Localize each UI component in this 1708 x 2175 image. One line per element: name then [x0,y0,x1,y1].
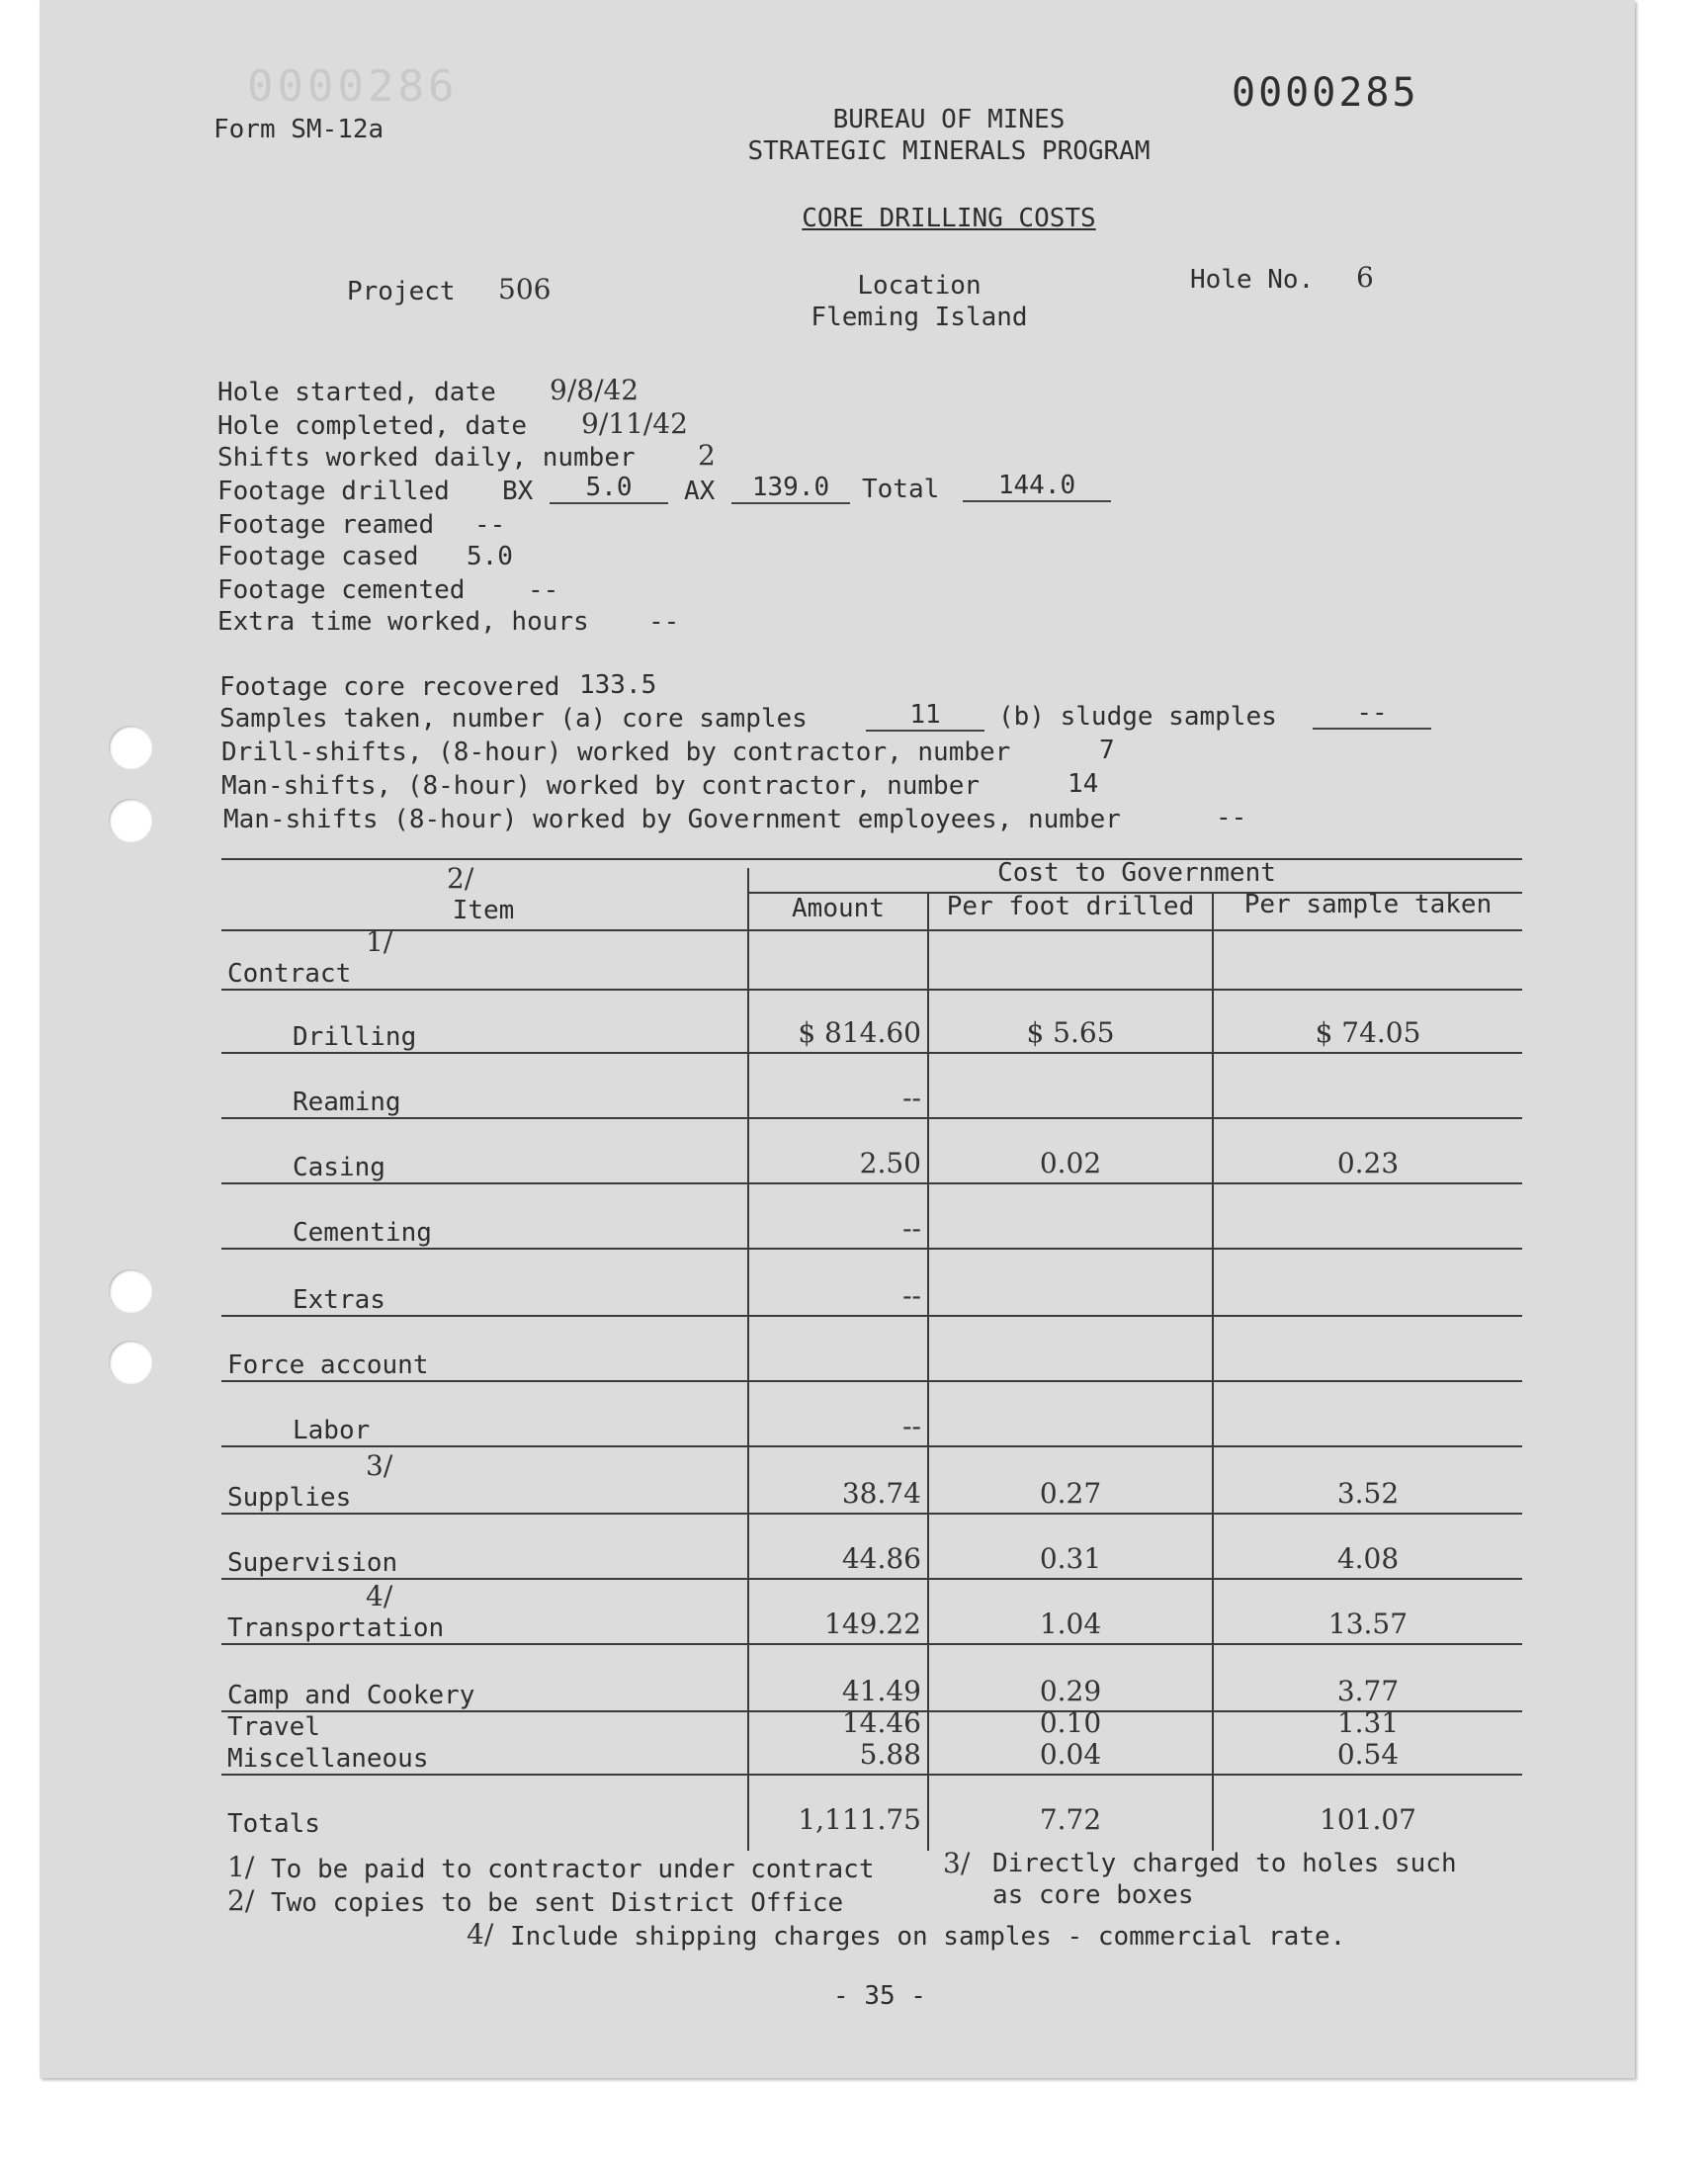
extra-time-value: -- [648,607,680,637]
row-label: Supervision [227,1548,398,1578]
row-label: Casing [293,1153,385,1182]
row-label: Supplies [227,1483,352,1513]
gov-shifts-value: -- [1216,803,1247,832]
cell-per-foot: 0.27 [1039,1477,1102,1510]
completed-label: Hole completed, date [217,411,528,441]
cased-value: 5.0 [467,542,513,571]
row-rule [221,1315,1522,1317]
cell-per-sample: 13.57 [1327,1608,1409,1640]
row-label: Reaming [293,1088,401,1117]
per-foot-header: Per foot drilled [946,892,1195,921]
core-samples-value: 11 [909,700,941,730]
row-rule [221,1117,1522,1119]
shifts-value: 2 [698,439,716,472]
total-value: 144.0 [997,471,1076,500]
row-label: Travel [227,1712,320,1742]
total-underline [963,500,1111,502]
cemented-value: -- [528,575,559,605]
row-label: Camp and Cookery [227,1681,475,1710]
footnote-3-mark: 3/ [943,1847,971,1879]
project-label: Project [347,277,456,306]
page-title: CORE DRILLING COSTS [802,204,1096,233]
form-number: Form SM-12a [214,115,384,144]
footnote-4-mark: 4/ [467,1918,494,1951]
cell-per-sample: 3.77 [1336,1675,1400,1707]
cell-per-sample: 1.31 [1336,1706,1400,1739]
cell-per-sample: 101.07 [1320,1803,1416,1836]
row-label: Miscellaneous [227,1744,429,1774]
cell-amount: 5.88 [859,1738,921,1771]
header-bottom-rule [221,929,1522,931]
gov-shifts-label: Man-shifts (8-hour) worked by Government employees, number [223,805,1121,834]
bx-label: BX [502,477,534,506]
bleed-through-number: 0000286 [247,61,459,112]
footnote-3-line-2: as core boxes [992,1880,1194,1910]
project-value: 506 [498,273,552,305]
row-label: Drilling [293,1022,417,1052]
bx-underline [550,502,668,504]
cell-per-sample: 3.52 [1336,1477,1400,1510]
document-sheet [40,0,1635,2078]
footnote-1-mark: 1/ [227,1851,255,1883]
row-label: Transportation [227,1613,445,1643]
cell-per-foot: 0.31 [1039,1542,1102,1575]
row-rule [221,1380,1522,1382]
footnote-1: To be paid to contractor under contract [271,1855,875,1884]
item-header: Item [452,896,515,925]
cell-amount: 14.46 [841,1706,921,1739]
cell-per-foot: 0.10 [1039,1706,1102,1739]
agency-name: BUREAU OF MINES [832,105,1066,134]
footnote-3-line-1: Directly charged to holes such [992,1849,1457,1878]
row-label: Extras [293,1285,385,1315]
row-rule [221,1774,1522,1776]
man-shifts-value: 14 [1068,769,1099,799]
document-number: 0000285 [1232,70,1419,116]
reamed-value: -- [474,510,506,540]
footage-drilled-label: Footage drilled [217,477,450,506]
location-label: Location [857,271,982,301]
started-value: 9/8/42 [550,374,640,406]
row-rule [221,1248,1522,1250]
bx-value: 5.0 [585,473,633,502]
reamed-label: Footage reamed [217,510,435,540]
program-name: STRATEGIC MINERALS PROGRAM [747,136,1151,166]
core-recovered-value: 133.5 [579,670,657,700]
shifts-label: Shifts worked daily, number [217,443,636,473]
row-rule [221,1445,1522,1447]
cost-to-government-header: Cost to Government [997,858,1276,888]
samples-label: Samples taken, number (a) core samples [219,704,808,734]
cased-label: Footage cased [217,542,419,571]
sludge-label: (b) sludge samples [998,702,1277,732]
cell-per-foot: 7.72 [1039,1803,1102,1836]
row-rule [221,1643,1522,1645]
footnote-2-mark: 2/ [227,1884,255,1917]
cell-amount: 41.49 [841,1675,921,1707]
hole-value: 6 [1356,261,1374,294]
location-value: Fleming Island [811,303,1028,332]
man-shifts-label: Man-shifts, (8-hour) worked by contractor, number [221,771,981,801]
ax-underline [731,502,850,504]
cell-per-foot: 0.02 [1039,1147,1102,1179]
cell-per-foot: $ 5.65 [1026,1016,1115,1049]
cell-per-sample: 0.54 [1336,1738,1400,1771]
row-rule [221,1513,1522,1515]
row-label: Labor [293,1416,371,1445]
cell-amount: -- [902,1410,921,1442]
row-label: Totals [227,1809,320,1839]
footnote-4: Include shipping charges on samples - commercial rate. [510,1922,1346,1952]
cell-per-sample: 4.08 [1336,1542,1400,1575]
row-footnote-mark: 1/ [366,925,393,958]
row-label: Cementing [293,1218,432,1248]
cell-per-sample: $ 74.05 [1315,1016,1421,1049]
core-samples-underline [866,730,984,732]
cell-amount: 1,111.75 [798,1803,921,1836]
cell-amount: 38.74 [841,1477,921,1510]
cell-amount: -- [902,1082,921,1114]
cell-amount: 2.50 [859,1147,921,1179]
item-footnote-mark: 2/ [447,862,474,895]
cell-amount: $ 814.60 [798,1016,921,1049]
drill-shifts-label: Drill-shifts, (8-hour) worked by contractor, number [221,738,1011,767]
sludge-underline [1313,728,1431,730]
cell-amount: 149.22 [824,1608,921,1640]
row-rule [221,989,1522,991]
footnote-2: Two copies to be sent District Office [271,1888,844,1918]
row-footnote-mark: 4/ [366,1580,393,1612]
total-label: Total [862,475,940,504]
cell-per-foot: 0.29 [1039,1675,1102,1707]
extra-time-label: Extra time worked, hours [217,607,589,637]
amount-header: Amount [792,894,885,923]
cell-per-foot: 0.04 [1039,1738,1102,1771]
row-label: Contract [227,959,352,989]
binder-hole [109,726,152,769]
per-sample-header: Per sample taken [1243,890,1493,919]
row-rule [221,1182,1522,1184]
hole-label: Hole No. [1190,265,1315,295]
completed-value: 9/11/42 [581,407,688,440]
row-label: Force account [227,1350,429,1380]
core-recovered-label: Footage core recovered [219,672,560,702]
cell-per-foot: 1.04 [1039,1608,1102,1640]
cell-amount: -- [902,1279,921,1312]
ax-label: AX [684,477,716,506]
ax-value: 139.0 [751,473,830,502]
binder-hole [109,799,152,842]
sludge-value: -- [1356,698,1388,728]
page-number: - 35 - [833,1981,926,2011]
cemented-label: Footage cemented [217,575,466,605]
drill-shifts-value: 7 [1099,736,1115,765]
row-footnote-mark: 3/ [366,1449,393,1482]
started-label: Hole started, date [217,378,496,407]
binder-hole [109,1341,152,1384]
cell-per-sample: 0.23 [1336,1147,1400,1179]
row-rule [221,1052,1522,1054]
binder-hole [109,1269,152,1313]
cell-amount: -- [902,1212,921,1245]
row-rule [221,1578,1522,1580]
cell-amount: 44.86 [841,1542,921,1575]
